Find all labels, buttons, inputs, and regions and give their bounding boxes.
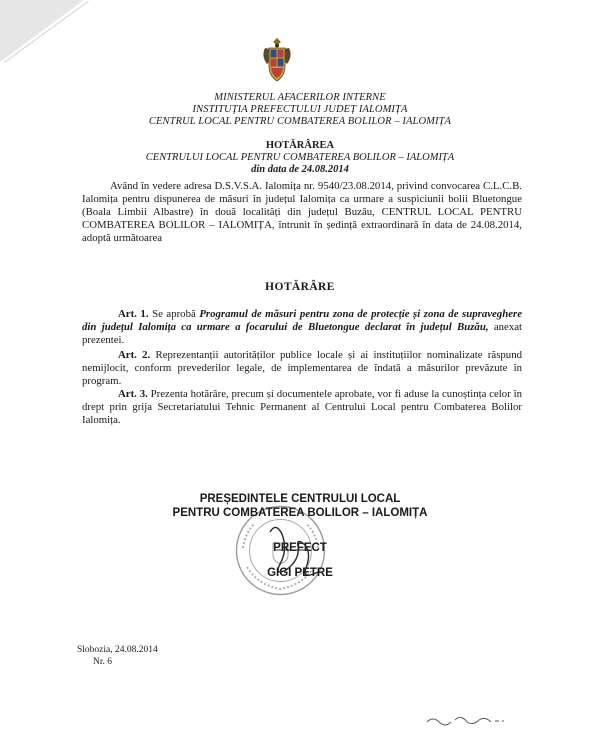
document-number: Nr. 6: [93, 657, 112, 667]
header-institution: INSTITUȚIA PREFECTULUI JUDEȚ IALOMIȚA: [192, 104, 408, 115]
header-ministry: MINISTERUL AFACERILOR INTERNE: [214, 92, 386, 103]
decision-title-block: [0, 140, 600, 176]
footer-scribble-icon: [425, 712, 505, 728]
article-text: Se aprobă: [148, 308, 200, 320]
article-text: Prezenta hotărâre, precum și documentele aprobate, vor fi aduse la cunoștința celor în drept prin grija Secretariatului Tehnic Permanent al Centrului Local pentru Combaterea Bolilor Ialomița.: [82, 388, 523, 426]
article-label: Art. 2.: [118, 349, 151, 361]
handwritten-signature-icon: [240, 520, 350, 590]
prefect-name: GIGI PETRE: [267, 567, 333, 579]
signature-title-line1: PREȘEDINTELE CENTRULUI LOCAL: [199, 493, 401, 505]
article-1: [82, 308, 522, 347]
place-date: Slobozia, 24.08.2014: [77, 645, 158, 655]
section-heading: HOTĂRÂRE: [265, 281, 335, 293]
article-label: Art. 1.: [118, 308, 149, 320]
decision-subtitle: CENTRULUI LOCAL PENTRU COMBATEREA BOLILOR – IALOMIȚA: [145, 152, 455, 163]
article-text: Reprezentanții autorităților publice locale și ai instituțiilor nominalizate răspund nemijlocit, conform prevederilor legale, de implementarea de îndată a măsurilor prevăzute în program.: [82, 349, 522, 387]
institution-header: [0, 92, 600, 128]
intro-paragraph: Având în vedere adresa D.S.V.S.A. Ialomița nr. 9540/23.08.2014, privind convocarea C.L.C.B. Ialomița pentru dispunerea de măsuri în județul Ialomița ca urmare a suspiciunii bolii Bluetongue (Boala Limbii Albastre) în două localități din județul Buzău, CENTRUL LOCAL PENTRU COMBATEREA BOLILOR – IALOMIȚA, întrunit în ședință extraordinară în data de 24.08.2014, adoptă următoarea: [82, 180, 522, 244]
place-date-block: [77, 644, 158, 668]
signature-title-line2: PENTRU COMBATEREA BOLILOR – IALOMIȚA: [172, 507, 428, 519]
scan-corner-fold: [0, 0, 84, 62]
article-text: anexat prezentei.: [82, 321, 523, 346]
decision-title: HOTĂRÂREA: [265, 140, 335, 151]
signature-block: [0, 492, 600, 520]
prefect-role: PREFECT: [273, 542, 327, 554]
article-2: [82, 349, 522, 388]
header-center: CENTRUL LOCAL PENTRU COMBATEREA BOLILOR – IALOMIȚA: [148, 116, 452, 127]
article-3: [82, 388, 522, 427]
coat-of-arms-icon: [259, 36, 295, 84]
article-emphasis: Programul de măsuri pentru zona de protecție și zona de supraveghere din județul Ialomița ca urmare a focarului de Bluetongue declarat în județul Buzău,: [82, 308, 522, 333]
article-label: Art. 3.: [118, 388, 148, 400]
decision-date: din data de 24.08.2014: [251, 164, 349, 175]
